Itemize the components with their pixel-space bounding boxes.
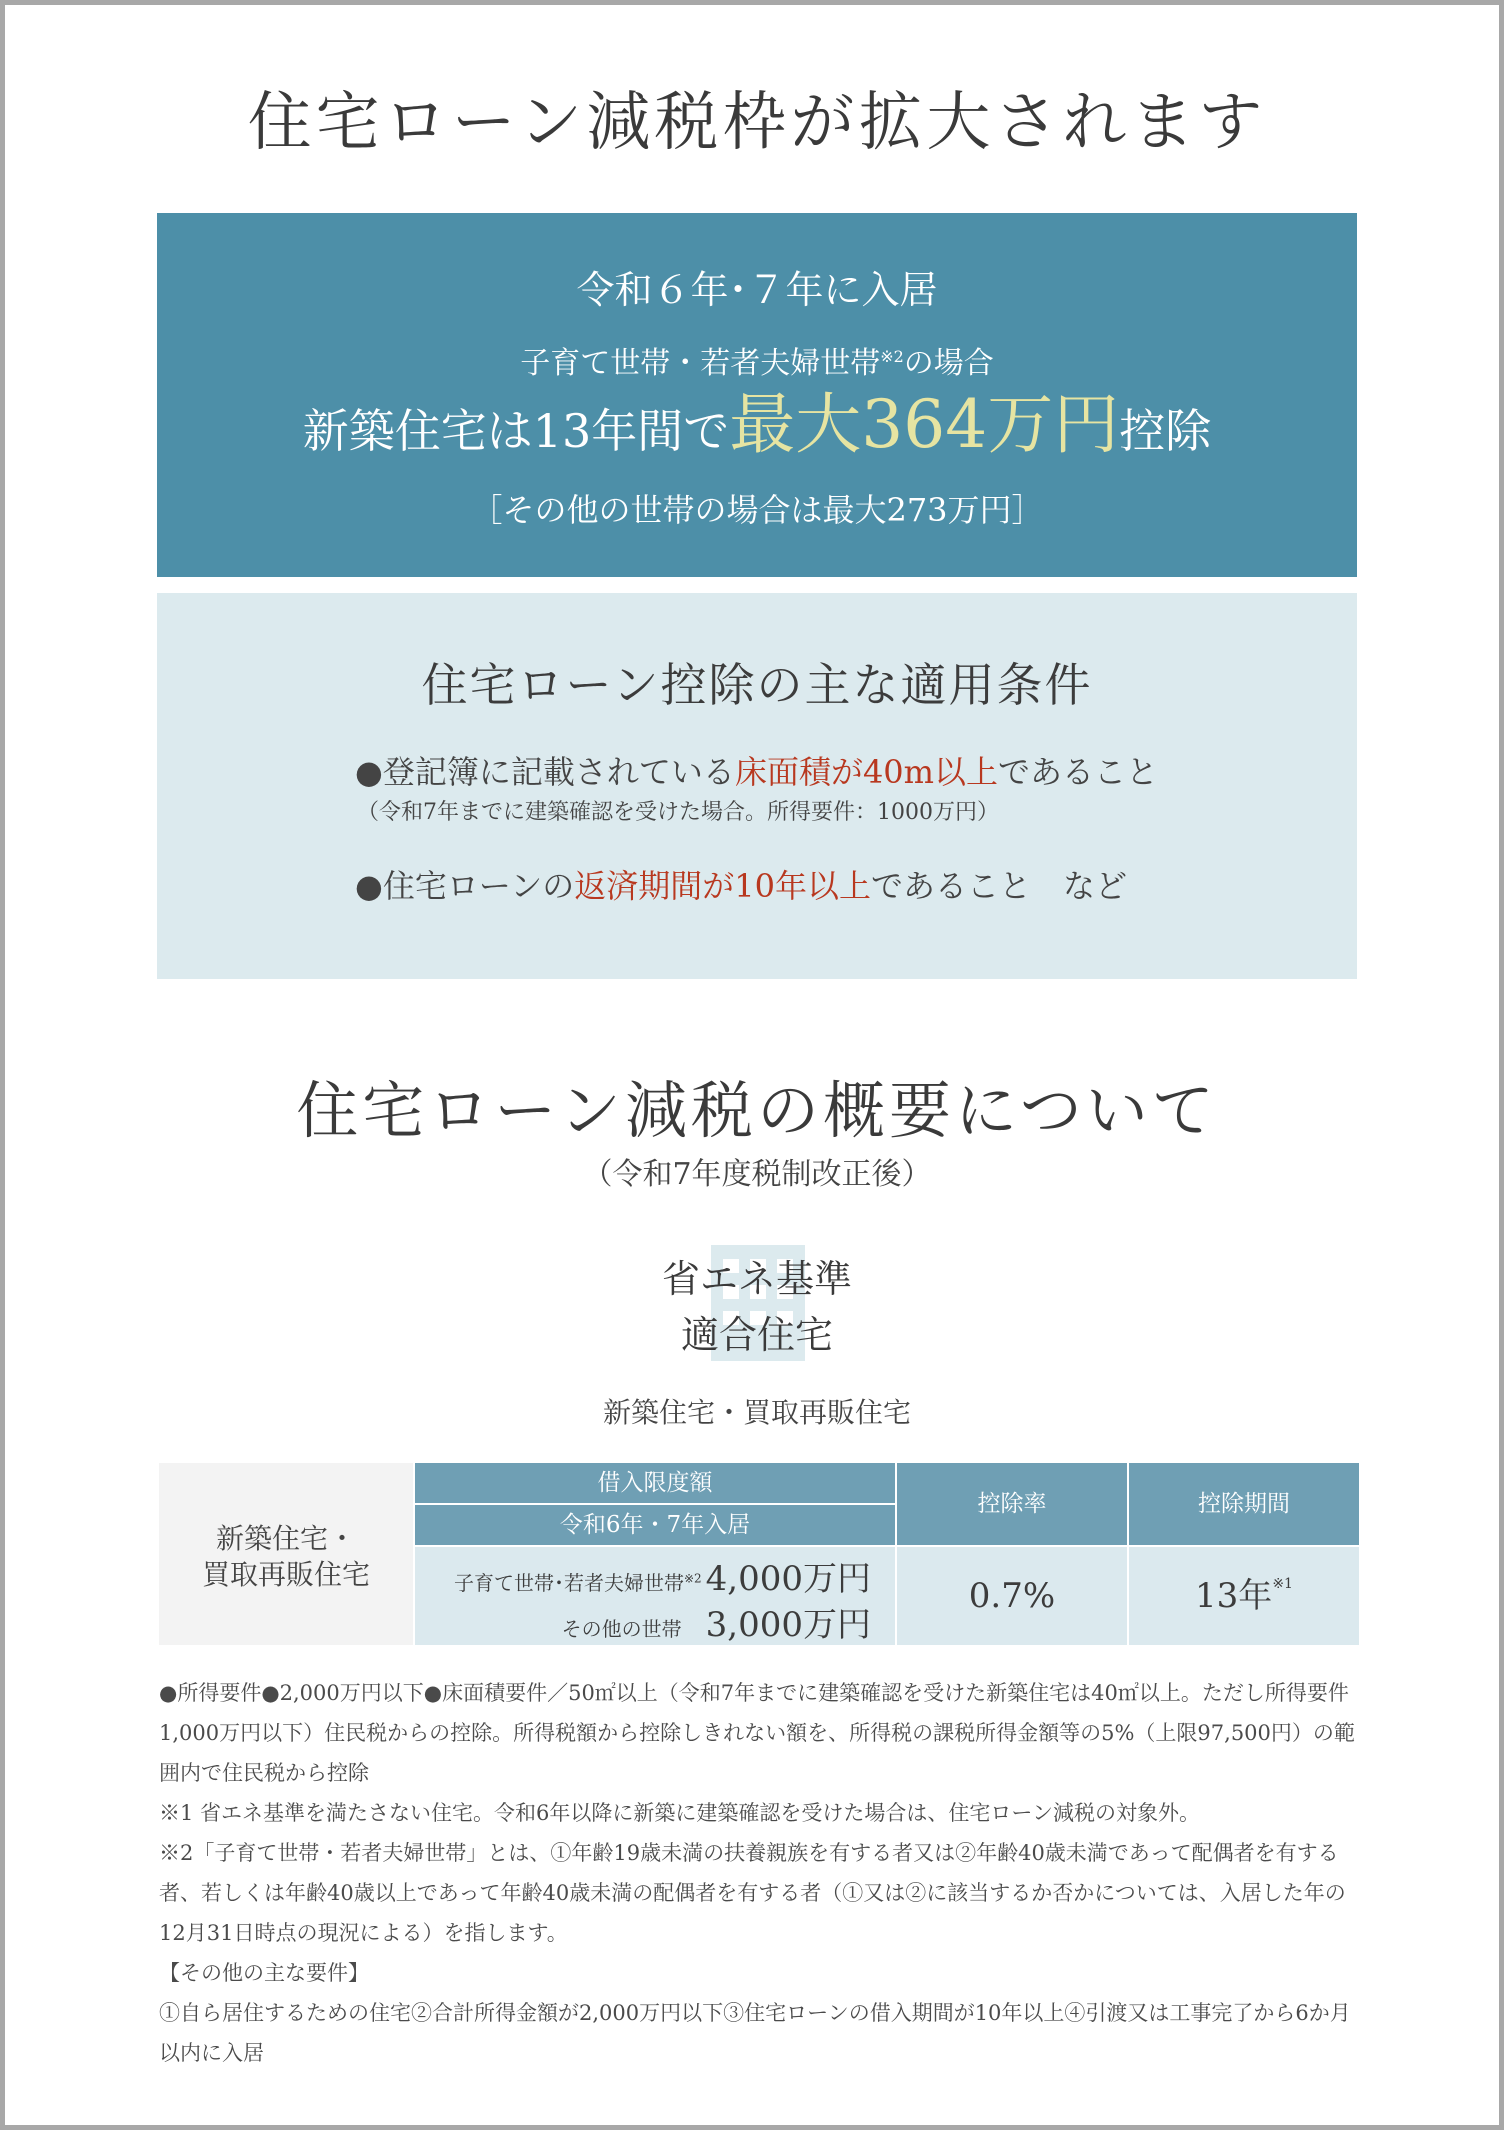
note-other-requirements: ①自ら居住するための住宅②合計所得金額が2,000万円以下③住宅ローンの借入期間が10年以上④引渡又は工事完了から6か月以内に入居 bbox=[159, 2001, 1351, 2065]
footnotes bbox=[159, 1673, 1355, 2073]
tax-benefit-banner bbox=[157, 213, 1357, 577]
eco-standard-label: 省エネ基準 適合住宅 bbox=[661, 1257, 852, 1357]
table-header-move-in-year: 令和6年・7年入居 bbox=[415, 1505, 895, 1545]
amount-child-young-couple: 子育て世帯･若者夫婦世帯$^{※2}$ 4,000万円 bbox=[453, 1559, 871, 1599]
amount-other-households: その他の世帯 3,000万円 bbox=[561, 1605, 871, 1645]
overview-subtitle: （令和7年度税制改正後） bbox=[582, 1157, 932, 1192]
max-deduction-highlight: 最大364万円 bbox=[729, 386, 1120, 463]
table-header-deduction-rate: 控除率 bbox=[897, 1463, 1127, 1545]
conditions-title: 住宅ローン控除の主な適用条件 bbox=[421, 658, 1093, 712]
note-other-requirements-heading: 【その他の主な要件】 bbox=[159, 1961, 369, 1985]
condition-floor-area: ●登記簿に記載されている床面積が40m以上であること bbox=[355, 753, 1159, 791]
table-row-header: 新築住宅・ 買取再販住宅 bbox=[159, 1463, 413, 1645]
repayment-highlight: 返済期間が10年以上 bbox=[574, 867, 872, 905]
banner-other-households: ［その他の世帯の場合は最大273万円］ bbox=[470, 491, 1044, 529]
table-cell-deduction-period: 13年$^{※1}$ bbox=[1129, 1547, 1359, 1645]
note-2: ※2「子育て世帯・若者夫婦世帯」とは、①年齢19歳未満の扶養親族を有する者又は②年齢40歳未満であって配偶者を有する者、若しくは年齢40歳以上であって年齢40歳未満の配偶者を有する者（①又は②に該当するか否かについては、入居した年の12月31日時点の現況による）を指します。 bbox=[159, 1841, 1346, 1945]
banner-move-in-period: 令和６年･７年に入居 bbox=[576, 268, 938, 312]
table-header-deduction-period: 控除期間 bbox=[1129, 1463, 1359, 1545]
note-mark: ※2 bbox=[880, 347, 904, 366]
condition-floor-area-note: （令和7年までに建築確認を受けた場合。所得要件：1000万円） bbox=[357, 800, 999, 825]
page-title: 住宅ローン減税枠が拡大されます bbox=[247, 86, 1267, 160]
overview-title: 住宅ローン減税の概要について bbox=[296, 1074, 1218, 1147]
house-type-label: 新築住宅・買取再販住宅 bbox=[602, 1396, 911, 1429]
note-income-requirement: ●所得要件●2,000万円以下●床面積要件／50㎡以上（令和7年までに建築確認を受けた新築住宅は40㎡以上。ただし所得要件1,000万円以下）住民税からの控除。所得税額から控除しきれない額を、所得税の課税所得金額等の5%（上限97,500円）の範囲内で住民税から控除 bbox=[159, 1681, 1355, 1785]
note-1: ※1 省エネ基準を満たさない住宅。令和6年以降に新築に建築確認を受けた場合は、住宅ローン減税の対象外。 bbox=[159, 1801, 1200, 1825]
banner-max-deduction: 新築住宅は13年間で最大364万円控除 bbox=[302, 386, 1212, 463]
table-cell-deduction-rate: 0.7% bbox=[897, 1547, 1127, 1645]
table-header-borrowing-limit: 借入限度額 bbox=[415, 1463, 895, 1503]
condition-repayment-period: ●住宅ローンの返済期間が10年以上であること など bbox=[355, 867, 1128, 905]
floor-area-highlight: 床面積が40m以上 bbox=[734, 753, 999, 791]
conditions-box bbox=[157, 593, 1357, 979]
table-cell-borrowing-amounts bbox=[415, 1547, 895, 1645]
banner-household-type: 子育て世帯・若者夫婦世帯$^{※2}$の場合 bbox=[520, 346, 994, 381]
